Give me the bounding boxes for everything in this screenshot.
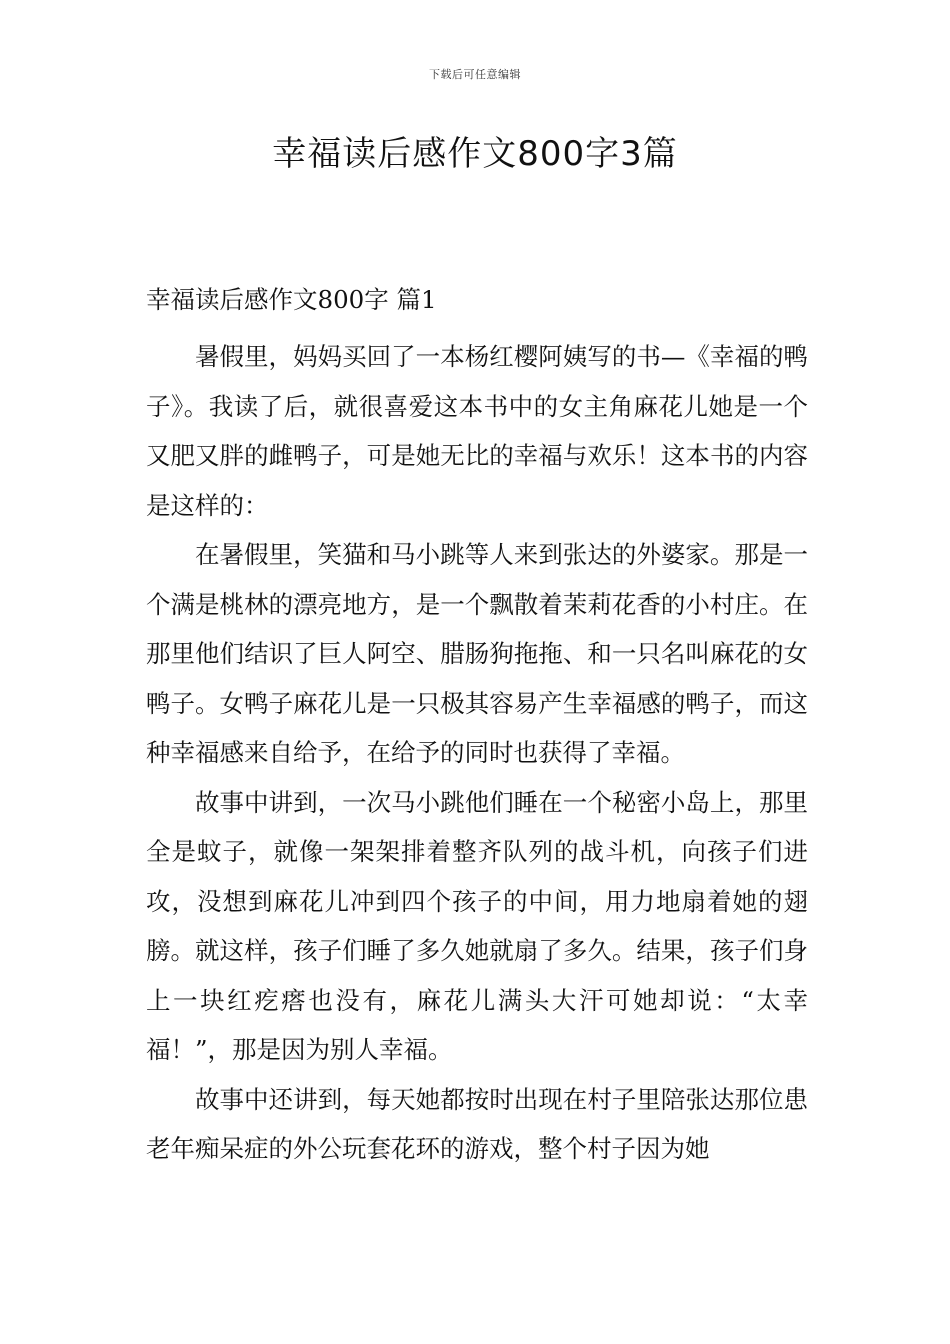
document-title: 幸福读后感作文800字3篇 [272, 134, 678, 174]
section-heading: 幸福读后感作文800字 篇1 [146, 285, 437, 314]
paragraph: 暑假里，妈妈买回了一本杨红樱阿姨写的书—《幸福的鸭子》。我读了后，就很喜爱这本书中的女主角麻花儿她是一个又肥又胖的雌鸭子，可是她无比的幸福与欢乐！这本书的内容是这样的： [146, 342, 808, 520]
paragraph: 在暑假里，笑猫和马小跳等人来到张达的外婆家。那是一个满是桃林的漂亮地方，是一个飘散着茉莉花香的小村庄。在那里他们结识了巨人阿空、腊肠狗拖拖、和一只名叫麻花的女鸭子。女鸭子麻花儿是一只极其容易产生幸福感的鸭子，而这种幸福感来自给予，在给予的同时也获得了幸福。 [146, 540, 808, 767]
paragraph: 故事中还讲到，每天她都按时出现在村子里陪张达那位患老年痴呆症的外公玩套花环的游戏，整个村子因为她 [146, 1084, 808, 1163]
paragraph: 故事中讲到，一次马小跳他们睡在一个秘密小岛上，那里全是蚊子，就像一架架排着整齐队列的战斗机，向孩子们进攻，没想到麻花儿冲到四个孩子的中间，用力地扇着她的翅膀。就这样，孩子们睡了多久她就扇了多久。结果，孩子们身上一块红疙瘩也没有，麻花儿满头大汗可她却说：“太幸福！”，那是因为别人幸福。 [146, 787, 808, 1064]
header-note: 下载后可任意编辑 [429, 68, 521, 81]
document-body [146, 280, 808, 1174]
